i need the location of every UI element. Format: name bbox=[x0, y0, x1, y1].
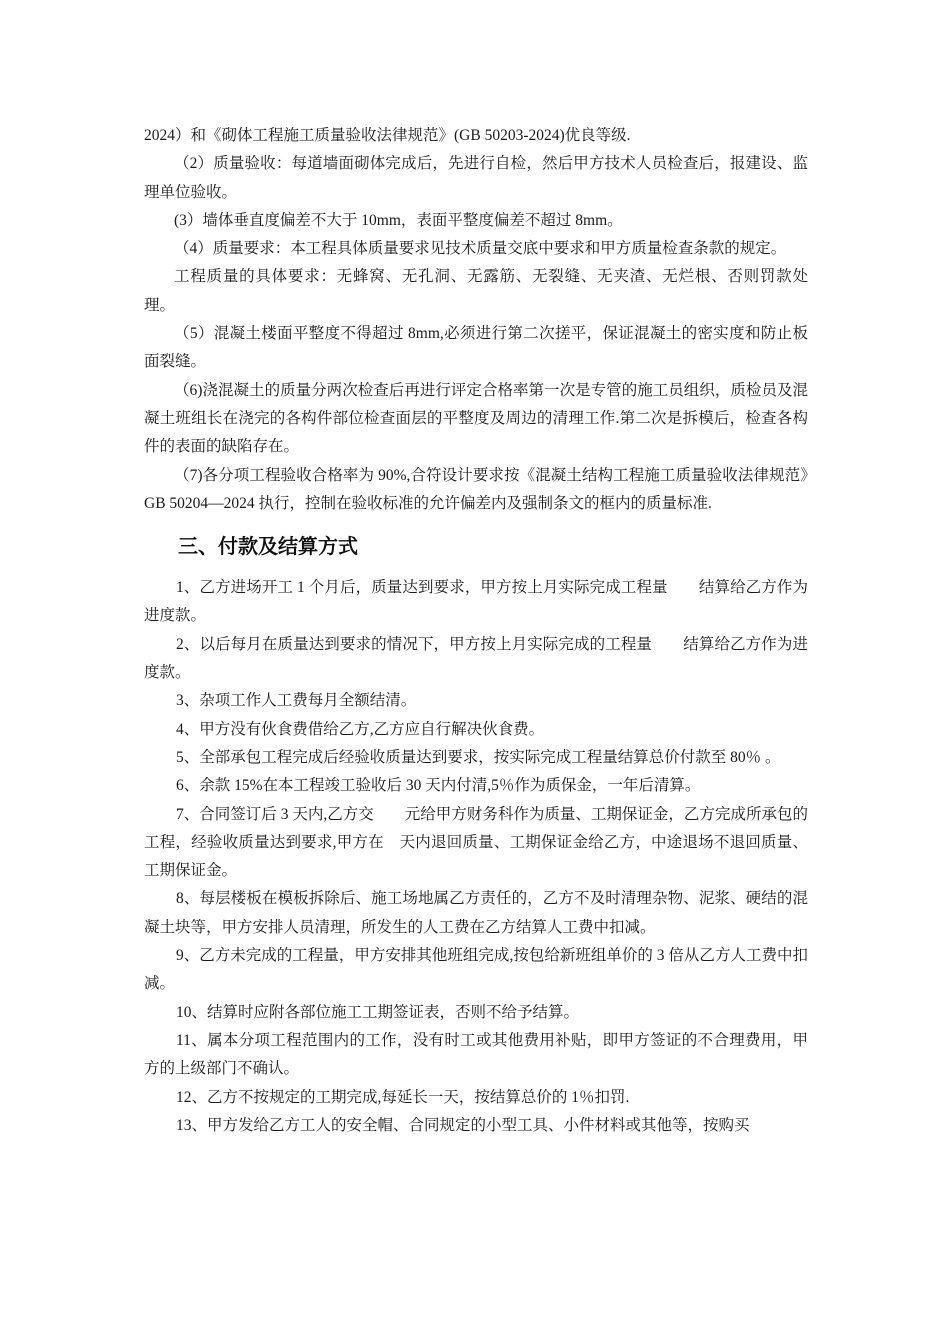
paragraph-quality-acceptance: （2）质量验收：每道墙面砌体完成后，先进行自检，然后甲方技术人员检查后，报建设、监理单位验收。 bbox=[144, 155, 808, 201]
paragraph-floor-flatness: （5）混凝土楼面平整度不得超过 8mm,必须进行第二次搓平，保证混凝土的密实度和防止板面裂缝。 bbox=[144, 325, 808, 371]
payment-item: 3、杂项工作人工费每月全额结清。 bbox=[176, 692, 417, 710]
payment-item: 5、全部承包工程完成后经验收质量达到要求，按实际完成工程量结算总价付款至 80％ 。 bbox=[176, 748, 781, 766]
payment-item: 1、乙方进场开工 1 个月后，质量达到要求，甲方按上月实际完成工程量 结算给乙方作为进度款。 bbox=[144, 579, 808, 625]
payment-item: 11、属本分项工程范围内的工作，没有时工或其他费用补贴，即甲方签证的不合理费用，甲方的上级部门不确认。 bbox=[144, 1031, 808, 1078]
paragraph-standard-continuation: 2024）和《砌体工程施工质量验收法律规范》(GB 50203-2024)优良等级. bbox=[144, 127, 631, 144]
payment-section bbox=[144, 574, 808, 1140]
payment-item: 9、乙方未完成的工程量，甲方安排其他班组完成,按包给新班组单价的 3 倍从乙方人工费中扣减。 bbox=[144, 947, 808, 993]
section-heading-payment: 三、付款及结算方式 bbox=[178, 534, 358, 559]
paragraph-concrete-inspection: （6)浇混凝土的质量分两次检查后再进行评定合格率第一次是专管的施工员组织，质检员及混凝土班组长在浇完的各构件部位检查面层的平整度及周边的清理工作.第二次是拆模后，检查各构件的表面的缺陷存在。 bbox=[144, 381, 808, 456]
payment-item: 2、以后每月在质量达到要求的情况下，甲方按上月实际完成的工程量 结算给乙方作为进度款。 bbox=[144, 635, 808, 682]
payment-item: 10、结算时应附各部位施工工期签证表，否则不给予结算。 bbox=[176, 1003, 580, 1021]
paragraph-quality-requirements: （4）质量要求：本工程具体质量要求见技术质量交底中要求和甲方质量检查条款的规定。 bbox=[174, 240, 787, 258]
payment-item: 4、甲方没有伙食费借给乙方,乙方应自行解决伙食费。 bbox=[176, 720, 545, 738]
payment-item: 12、乙方不按规定的工期完成,每延长一天，按结算总价的 1％扣罚. bbox=[176, 1088, 630, 1106]
payment-item: 8、每层楼板在模板拆除后、施工场地属乙方责任的，乙方不及时清理杂物、泥浆、硬结的混凝土块等，甲方安排人员清理，所发生的人工费在乙方结算人工费中扣减。 bbox=[144, 890, 808, 936]
payment-item: 6、余款 15%在本工程竣工验收后 30 天内付清,5％作为质保金，一年后清算。 bbox=[176, 777, 701, 795]
payment-item: 13、甲方发给乙方工人的安全帽、合同规定的小型工具、小件材料或其他等，按购买 bbox=[176, 1116, 750, 1134]
paragraph-acceptance-rate: （7)各分项工程验收合格率为 90%,合符设计要求按《混凝土结构工程施工质量验收法律规范》GB 50204—2024 执行，控制在验收标准的允许偏差内及强制条文的框内的质量标准. bbox=[144, 466, 808, 512]
paragraph-wall-tolerance: (3）墙体垂直度偏差不大于 10mm，表面平整度偏差不超过 8mm。 bbox=[174, 211, 623, 229]
document-body bbox=[144, 122, 808, 1140]
payment-item: 7、合同签订后 3 天内,乙方交 元给甲方财务科作为质量、工期保证金，乙方完成所承包的工程，经验收质量达到要求,甲方在 天内退回质量、工期保证金给乙方，中途退场不退回质量、工期保证金。 bbox=[144, 805, 808, 880]
paragraph-specific-requirements: 工程质量的具体要求：无蜂窝、无孔洞、无露筋、无裂缝、无夹渣、无烂根、否则罚款处理。 bbox=[144, 268, 808, 314]
quality-section bbox=[144, 122, 808, 518]
